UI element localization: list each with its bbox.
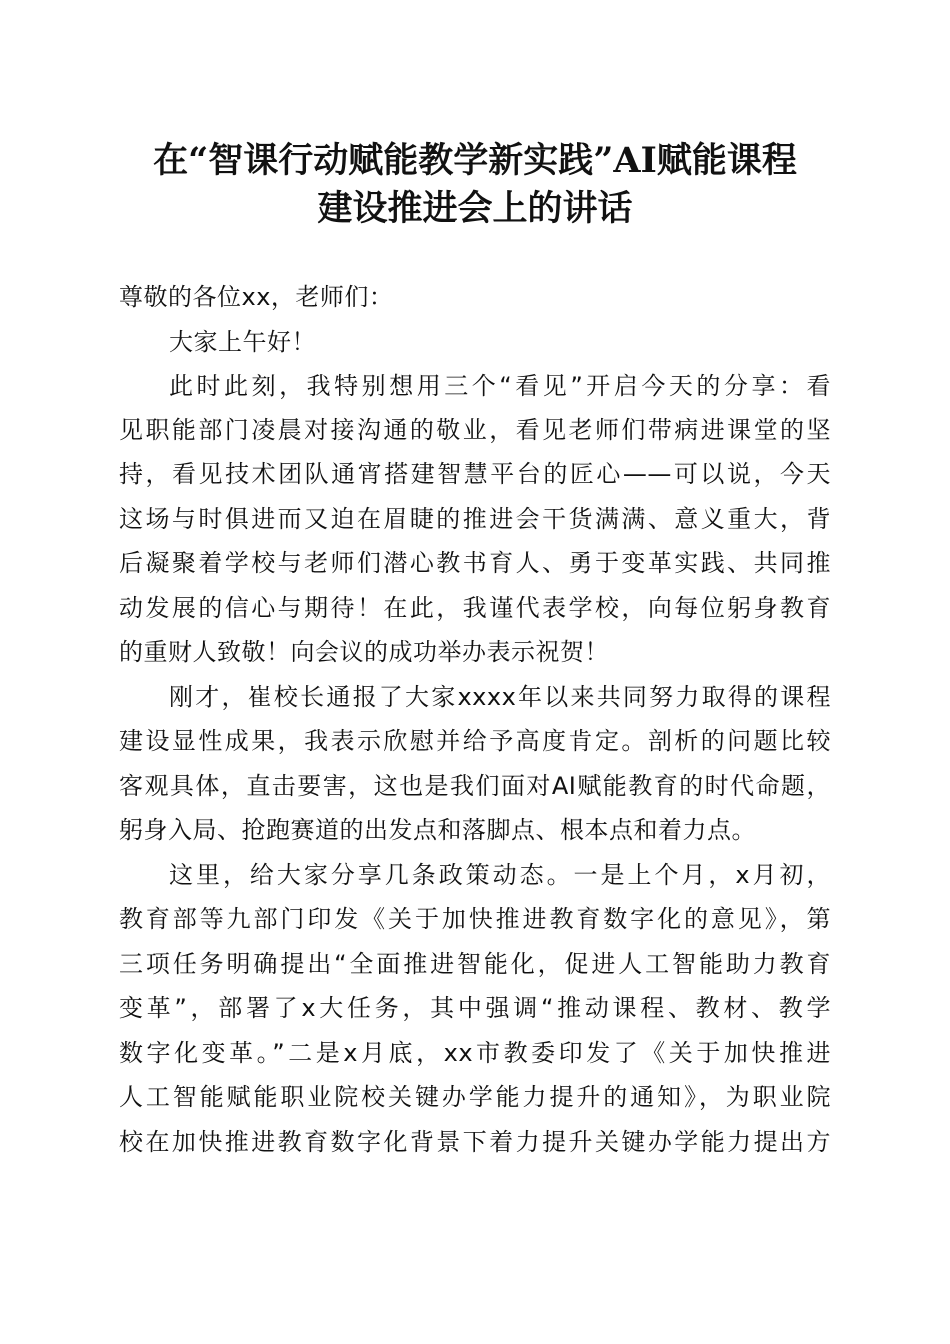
paragraph-line: 变革”，部署了x大任务，其中强调“推动课程、教材、教学 — [119, 994, 831, 1022]
paragraph-line: 三项任务明确提出“全面推进智能化，促进人工智能助力教育 — [119, 950, 831, 978]
paragraph-line: 躬身入局、抢跑赛道的出发点和落脚点、根本点和着力点。 — [119, 816, 756, 844]
paragraph-line: 见职能部门凌晨对接沟通的敬业，看见老师们带病进课堂的坚 — [119, 416, 831, 444]
paragraph-line: 校在加快推进教育数字化背景下着力提升关键办学能力提出方 — [119, 1128, 831, 1156]
paragraph-line: 教育部等九部门印发《关于加快推进教育数字化的意见》，第 — [119, 905, 831, 933]
document-title-line-2: 建设推进会上的讲话 — [317, 188, 633, 229]
paragraph-line: 客观具体，直击要害，这也是我们面对AI赋能教育的时代命题， — [119, 772, 831, 800]
paragraph-line: 的重财人致敬！向会议的成功举办表示祝贺！ — [119, 638, 609, 666]
paragraph-line: 建设显性成果，我表示欣慰并给予高度肯定。剖析的问题比较 — [119, 727, 831, 755]
paragraph-line: 后凝聚着学校与老师们潜心教书育人、勇于变革实践、共同推 — [119, 549, 831, 577]
paragraph-line: 数字化变革。”二是x月底，xx市教委印发了《关于加快推进 — [119, 1039, 831, 1067]
document-title-line-1: 在“智课行动赋能教学新实践”AI赋能课程 — [153, 140, 797, 181]
paragraph-line: 刚才，崔校长通报了大家xxxx年以来共同努力取得的课程 — [169, 683, 831, 711]
paragraph-line: 这场与时俱进而又迫在眉睫的推进会干货满满、意义重大，背 — [119, 505, 831, 533]
paragraph-line: 动发展的信心与期待！在此，我谨代表学校，向每位躬身教育 — [119, 594, 831, 622]
greeting-line: 大家上午好！ — [169, 328, 316, 356]
paragraph-line: 人工智能赋能职业院校关键办学能力提升的通知》，为职业院 — [119, 1083, 831, 1111]
paragraph-line: 此时此刻，我特别想用三个“看见”开启今天的分享：看 — [169, 372, 831, 400]
paragraph-line: 这里，给大家分享几条政策动态。一是上个月，x月初， — [169, 861, 831, 889]
paragraph-line: 持，看见技术团队通宵搭建智慧平台的匠心——可以说，今天 — [119, 460, 831, 488]
salutation: 尊敬的各位xx，老师们： — [119, 283, 394, 311]
